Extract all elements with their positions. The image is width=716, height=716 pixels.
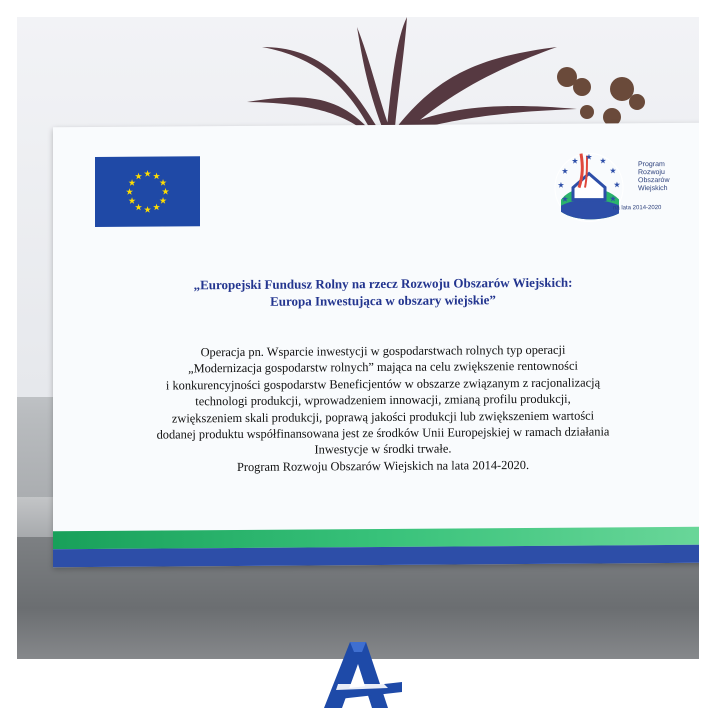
svg-text:★: ★ xyxy=(134,203,143,214)
prow-line: Rozwoju xyxy=(638,169,665,177)
prow-years: na lata 2014-2020 xyxy=(613,205,662,212)
svg-text:★: ★ xyxy=(134,172,143,183)
svg-text:★: ★ xyxy=(609,194,617,204)
svg-text:★: ★ xyxy=(143,169,152,180)
body-line: Inwestycje w środki trwałe. xyxy=(314,441,452,457)
sign-title-line-1: „Europejski Fundusz Rolny na rzecz Rozwoju Obszarów Wiejskich: xyxy=(193,274,573,293)
svg-text:★: ★ xyxy=(127,196,137,207)
sign-title xyxy=(53,273,699,312)
prow-line: Program xyxy=(638,161,665,169)
svg-text:★: ★ xyxy=(599,156,607,166)
svg-text:★: ★ xyxy=(158,178,168,189)
body-line: „Modernizacja gospodarstw rolnych” mająca na celu zwiększenie rentowności xyxy=(188,359,578,376)
eu-flag-icon xyxy=(95,156,200,227)
body-line: i konkurencyjności gospodarstw Beneficjentów w obszarze związanym z racjonalizacją xyxy=(165,375,601,393)
body-line: dodanej produktu współfinansowana jest ze środków Unii Europejskiej w ramach działania xyxy=(156,424,610,442)
photo-scene xyxy=(17,17,699,659)
svg-text:★: ★ xyxy=(561,194,569,204)
prow-line: Wiejskich xyxy=(638,185,668,193)
prow-logo-icon xyxy=(543,143,693,234)
body-line: zwiększeniem skali produkcji, poprawą jakości produkcji lub zwiększeniem wartości xyxy=(171,408,595,426)
svg-text:★: ★ xyxy=(143,205,152,216)
svg-text:★: ★ xyxy=(585,152,593,162)
sign-title-line-2: Europa Inwestująca w obszary wiejskie” xyxy=(270,292,496,309)
svg-text:★: ★ xyxy=(152,203,161,214)
svg-text:★: ★ xyxy=(561,166,569,176)
information-board xyxy=(53,123,699,568)
prow-logo-text xyxy=(638,161,670,193)
svg-text:★: ★ xyxy=(158,196,168,207)
svg-text:★: ★ xyxy=(125,187,134,198)
body-line: Program Rozwoju Obszarów Wiejskich na lata 2014-2020. xyxy=(236,457,530,474)
svg-text:★: ★ xyxy=(161,187,170,198)
body-line: Operacja pn. Wsparcie inwestycji w gospodarstwach rolnych typ operacji xyxy=(200,342,566,360)
prow-line: Obszarów xyxy=(638,176,670,185)
body-line: technologi produkcji, wprowadzeniem innowacji, zmianą profilu produkcji, xyxy=(195,391,571,409)
svg-text:★: ★ xyxy=(609,166,617,176)
plant-leaves xyxy=(17,17,699,137)
svg-text:★: ★ xyxy=(152,172,161,183)
svg-text:★: ★ xyxy=(571,156,579,166)
svg-text:★: ★ xyxy=(557,180,565,190)
svg-text:★: ★ xyxy=(613,180,621,190)
brand-logo-icon xyxy=(318,638,404,710)
sign-body xyxy=(113,341,653,476)
svg-text:★: ★ xyxy=(127,178,137,189)
